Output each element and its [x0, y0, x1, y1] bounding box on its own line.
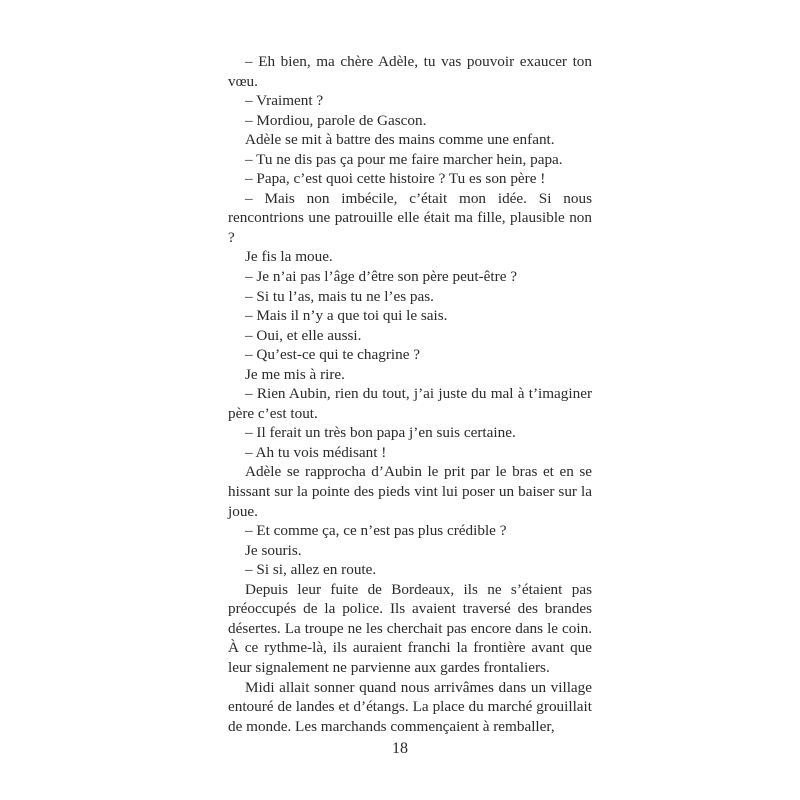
paragraph: – Il ferait un très bon papa j’en suis certaine. [245, 424, 516, 442]
paragraph: – Oui, et elle aussi. [245, 326, 362, 344]
paragraph: – Je n’ai pas l’âge d’être son père peut-être ? [245, 268, 517, 286]
paragraph: – Rien Aubin, rien du tout, j’ai juste du mal à t’imaginer père c’est tout. [228, 385, 592, 422]
paragraph: – Mais il n’y a que toi qui le sais. [245, 307, 448, 325]
paragraph: – Eh bien, ma chère Adèle, tu vas pouvoir exaucer ton vœu. [228, 53, 592, 90]
paragraph: – Papa, c’est quoi cette histoire ? Tu es son père ! [245, 170, 546, 188]
paragraph: – Si tu l’as, mais tu ne l’es pas. [245, 287, 434, 305]
paragraph: – Mais non imbécile, c’était mon idée. Si nous rencontrions une patrouille elle était ma fille, plausible non ? [228, 189, 592, 246]
paragraph: – Mordiou, parole de Gascon. [245, 111, 427, 129]
body-text [228, 52, 592, 736]
page-number: 18 [392, 740, 408, 757]
paragraph: – Tu ne dis pas ça pour me faire marcher hein, papa. [245, 150, 563, 168]
paragraph: – Vraiment ? [245, 92, 324, 110]
paragraph: – Et comme ça, ce n’est pas plus crédible ? [245, 522, 507, 540]
paragraph: Je fis la moue. [245, 248, 333, 266]
paragraph: – Ah tu vois médisant ! [245, 443, 387, 461]
paragraph: Midi allait sonner quand nous arrivâmes dans un village entouré de landes et d’étangs. La place du marché grouillait de monde. Les marchands commençaient à remballer, [228, 678, 592, 735]
paragraph: Depuis leur fuite de Bordeaux, ils ne s’étaient pas préoccupés de la police. Ils avaient traversé des brandes désertes. La troupe ne les cherchait pas encore dans le coin. À ce rythme-là, ils auraient franchi la frontière avant que leur signalement ne parvienne aux gardes frontaliers. [228, 580, 592, 676]
paragraph: Adèle se rapprocha d’Aubin le prit par le bras et en se hissant sur la pointe des pieds vint lui poser un baiser sur la joue. [228, 463, 592, 520]
paragraph: Adèle se mit à battre des mains comme une enfant. [245, 131, 555, 149]
paragraph: – Si si, allez en route. [245, 561, 377, 579]
paragraph: – Qu’est-ce qui te chagrine ? [245, 346, 420, 364]
paragraph: Je me mis à rire. [245, 365, 345, 383]
paragraph: Je souris. [245, 541, 302, 559]
